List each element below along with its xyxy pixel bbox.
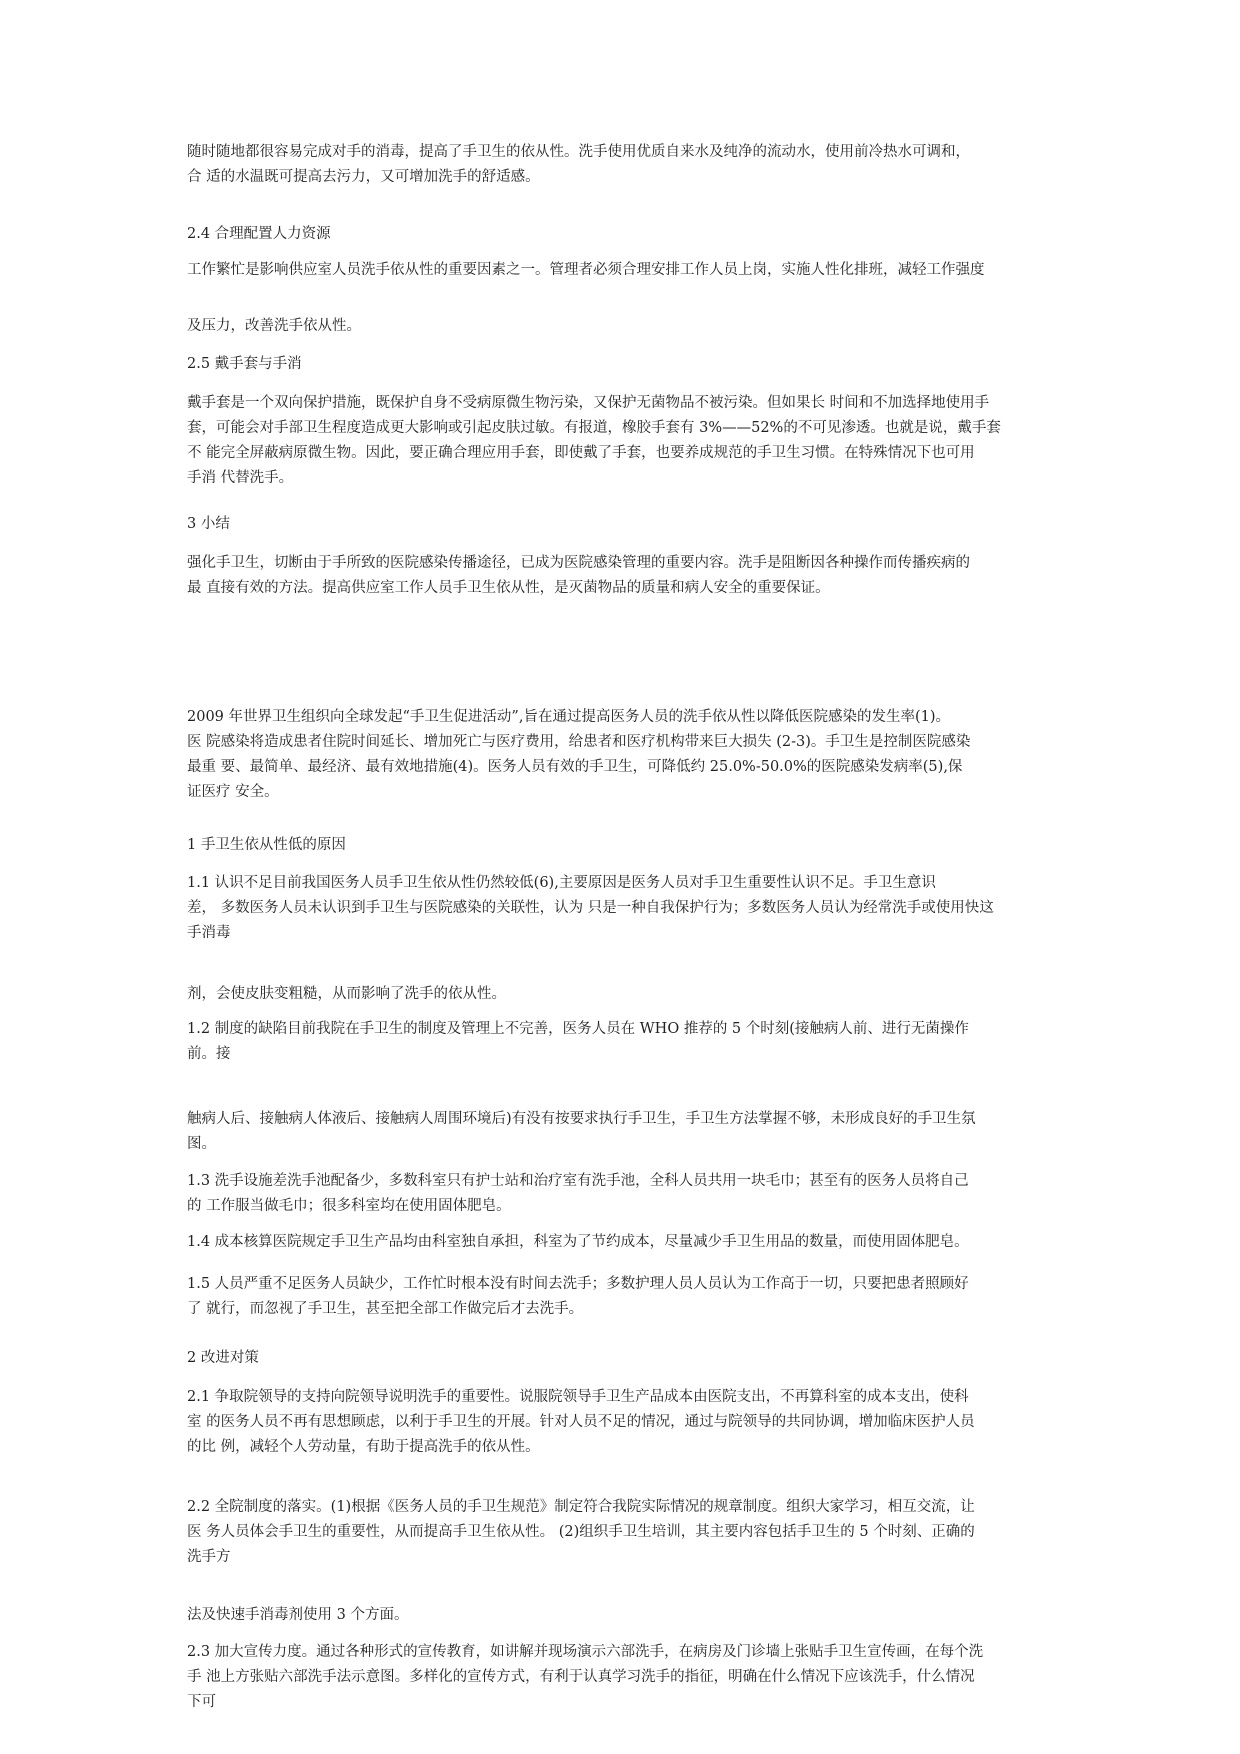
- paragraph: [187, 258, 1072, 283]
- text-line: 医 院感染将造成患者住院时间延长、增加死亡与医疗费用，给患者和医疗机构带来巨大损失 (2-3)。手卫生是控制医院感染: [187, 734, 971, 750]
- paragraph: [187, 705, 1072, 805]
- paragraph: [187, 1107, 1072, 1157]
- paragraph: [187, 1385, 1072, 1460]
- text-line: 不 能完全屏蔽病原微生物。因此，要正确合理应用手套，即使戴了手套，也要养成规范的手卫生习惯。在特殊情况下也可用: [187, 445, 975, 461]
- text-line: 2.3 加大宣传力度。通过各种形式的宣传教育，如讲解并现场演示六部洗手，在病房及门诊墙上张贴手卫生宣传画，在每个洗: [187, 1644, 984, 1660]
- text-line: 手消 代替洗手。: [187, 470, 294, 486]
- text-line: 1.3 洗手设施差洗手池配备少，多数科室只有护士站和治疗室有洗手池，全科人员共用一块毛巾；甚至有的医务人员将自己: [187, 1173, 969, 1189]
- paragraph: [187, 1169, 1072, 1219]
- text-line: 触病人后、接触病人体液后、接触病人周围环境后)有没有按要求执行手卫生，手卫生方法掌握不够，未形成良好的手卫生氛: [187, 1111, 976, 1127]
- paragraph: [187, 391, 1072, 491]
- section-heading: 1 手卫生依从性低的原因: [187, 837, 346, 853]
- text-line: 手 池上方张贴六部洗手法示意图。多样化的宣传方式，有利于认真学习洗手的指征，明确在什么情况下应该洗手，什么情况: [187, 1669, 975, 1685]
- paragraph: [187, 982, 1072, 1007]
- paragraph: [187, 140, 1072, 190]
- text-line: 1.1 认识不足目前我国医务人员手卫生依从性仍然较低(6),主要原因是医务人员对手卫生重要性认识不足。手卫生意识: [187, 875, 936, 891]
- text-line: 室 的医务人员不再有思想顾虑，以利于手卫生的开展。针对人员不足的情况，通过与院领导的共同协调，增加临床医护人员: [187, 1414, 975, 1430]
- paragraph: [187, 1640, 1072, 1715]
- text-line: 1.2 制度的缺陷目前我院在手卫生的制度及管理上不完善，医务人员在 WHO 推荐的 5 个时刻(接触病人前、进行无菌操作: [187, 1021, 969, 1037]
- text-line: 的 工作服当做毛巾；很多科室均在使用固体肥皂。: [187, 1198, 511, 1214]
- text-line: 图。: [187, 1136, 216, 1152]
- text-line: 2009 年世界卫生组织向全球发起“手卫生促进活动”,旨在通过提高医务人员的洗手依从性以降低医院感染的发生率(1)。: [187, 709, 950, 725]
- paragraph: [187, 551, 1072, 601]
- section-heading: 2.4 合理配置人力资源: [187, 226, 331, 242]
- paragraph: [187, 1603, 1072, 1628]
- text-line: 差， 多数医务人员未认识到手卫生与医院感染的关联性，认为 只是一种自我保护行为；多数医务人员认为经常洗手或使用快这: [187, 900, 994, 916]
- text-line: 了 就行，而忽视了手卫生，甚至把全部工作做完后才去洗手。: [187, 1301, 584, 1317]
- text-line: 2.2 全院制度的落实。(1)根据《医务人员的手卫生规范》制定符合我院实际情况的规章制度。组织大家学习，相互交流，让: [187, 1499, 975, 1515]
- text-line: 前。接: [187, 1046, 231, 1062]
- section-heading: 3 小结: [187, 516, 230, 532]
- text-line: 合 适的水温既可提高去污力，又可增加洗手的舒适感。: [187, 169, 540, 185]
- text-line: 强化手卫生，切断由于手所致的医院感染传播途径，已成为医院感染管理的重要内容。洗手是阻断因各种操作而传播疾病的: [187, 555, 970, 571]
- text-line: 1.5 人员严重不足医务人员缺少，工作忙时根本没有时间去洗手；多数护理人员人员认为工作高于一切，只要把患者照顾好: [187, 1276, 969, 1292]
- text-line: 最重 要、最简单、最经济、最有效地措施(4)。医务人员有效的手卫生，可降低约 25.0%-50.0%的医院感染发病率(5),保: [187, 759, 963, 775]
- text-line: 下可: [187, 1694, 216, 1710]
- text-line: 工作繁忙是影响供应室人员洗手依从性的重要因素之一。管理者必须合理安排工作人员上岗，实施人性化排班，减轻工作强度: [187, 262, 985, 278]
- text-line: 手消毒: [187, 925, 231, 941]
- section-heading: 2.5 戴手套与手消: [187, 356, 302, 372]
- text-line: 戴手套是一个双向保护措施，既保护自身不受病原微生物污染，又保护无菌物品不被污染。但如果长 时间和不加选择地使用手: [187, 395, 990, 411]
- paragraph: [187, 1230, 1072, 1255]
- text-line: 2.1 争取院领导的支持向院领导说明洗手的重要性。说服院领导手卫生产品成本由医院支出，不再算科室的成本支出，使科: [187, 1389, 969, 1405]
- text-line: 法及快速手消毒剂使用 3 个方面。: [187, 1607, 409, 1623]
- paragraph: [187, 1272, 1072, 1322]
- text-line: 及压力，改善洗手依从性。: [187, 318, 361, 334]
- text-line: 最 直接有效的方法。提高供应室工作人员手卫生依从性，是灭菌物品的质量和病人安全的重要保证。: [187, 580, 830, 596]
- text-line: 剂，会使皮肤变粗糙，从而影响了洗手的依从性。: [187, 986, 506, 1002]
- text-line: 洗手方: [187, 1549, 231, 1565]
- text-line: 套，可能会对手部卫生程度造成更大影响或引起皮肤过敏。有报道，橡胶手套有 3%——52%的不可见渗透。也就是说，戴手套: [187, 420, 1001, 436]
- text-line: 的比 例，减轻个人劳动量，有助于提高洗手的依从性。: [187, 1439, 540, 1455]
- paragraph: [187, 314, 1072, 339]
- paragraph: [187, 1495, 1072, 1570]
- text-line: 医 务人员体会手卫生的重要性，从而提高手卫生依从性。 (2)组织手卫生培训，其主要内容包括手卫生的 5 个时刻、正确的: [187, 1524, 975, 1540]
- text-line: 证医疗 安全。: [187, 784, 279, 800]
- section-heading: 2 改进对策: [187, 1350, 259, 1366]
- paragraph: [187, 1017, 1072, 1067]
- paragraph: [187, 871, 1072, 946]
- text-line: 1.4 成本核算医院规定手卫生产品均由科室独自承担，科室为了节约成本，尽量减少手卫生用品的数量，而使用固体肥皂。: [187, 1234, 969, 1250]
- text-line: 随时随地都很容易完成对手的消毒，提高了手卫生的依从性。洗手使用优质自来水及纯净的流动水，使用前冷热水可调和，: [187, 144, 970, 160]
